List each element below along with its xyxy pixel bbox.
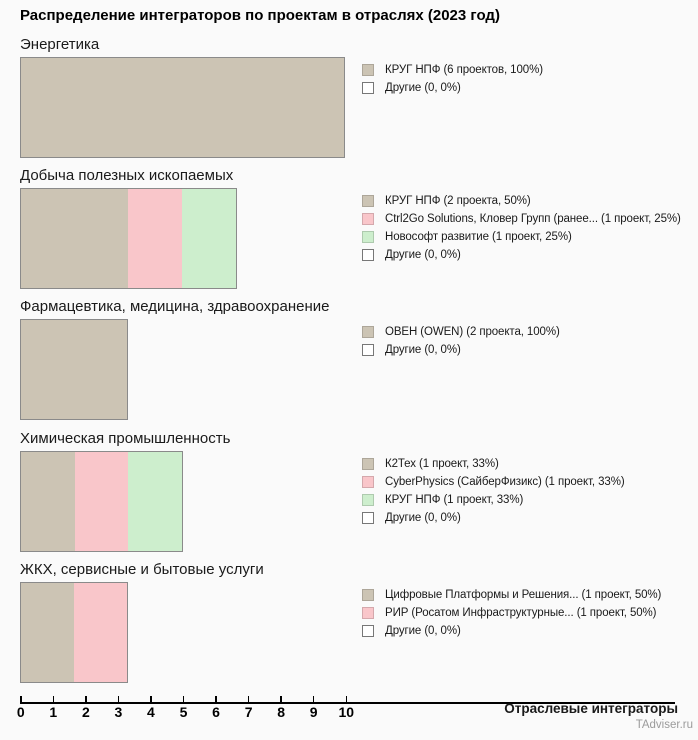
legend-item: [362, 455, 625, 473]
axis-tick-label: 10: [338, 704, 355, 720]
section-legend: [362, 323, 560, 359]
chart-title: Распределение интеграторов по проектам в отраслях (2023 год): [20, 7, 500, 24]
bar-segment: [21, 583, 74, 682]
legend-item: [362, 491, 625, 509]
stacked-bar: [20, 319, 128, 420]
x-axis-title: Отраслевые интеграторы: [504, 701, 678, 716]
legend-label: КРУГ НПФ (1 проект, 33%): [385, 493, 524, 506]
legend-label: К2Тех (1 проект, 33%): [385, 457, 499, 470]
legend-item: [362, 604, 661, 622]
axis-tick: [280, 696, 282, 702]
axis-tick-label: 8: [277, 704, 286, 720]
industry-title: Энергетика: [20, 36, 100, 53]
legend-item: [362, 473, 625, 491]
legend-swatch: [362, 213, 374, 225]
legend-item: [362, 323, 560, 341]
legend-swatch: [362, 82, 374, 94]
axis-tick-label: 3: [114, 704, 123, 720]
legend-item: [362, 509, 625, 527]
legend-label: Новософт развитие (1 проект, 25%): [385, 231, 572, 244]
legend-label: Другие (0, 0%): [385, 344, 461, 357]
legend-label: Ctrl2Go Solutions, Кловер Групп (ранее... (1 проект, 25%): [385, 213, 681, 226]
axis-tick-label: 4: [147, 704, 155, 720]
section-legend: [362, 61, 543, 97]
bar-segment: [74, 583, 127, 682]
legend-item: [362, 341, 560, 359]
axis-tick-label: 7: [244, 704, 253, 720]
legend-swatch: [362, 625, 374, 637]
axis-tick: [346, 696, 348, 702]
stacked-bar: [20, 582, 128, 683]
legend-swatch: [362, 231, 374, 243]
axis-tick: [20, 696, 22, 702]
axis-tick-label: 1: [49, 704, 58, 720]
legend-swatch: [362, 326, 374, 338]
legend-label: КРУГ НПФ (2 проекта, 50%): [385, 195, 531, 208]
axis-tick: [248, 696, 250, 702]
axis-tick-label: 5: [179, 704, 188, 720]
axis-tick: [85, 696, 87, 702]
legend-swatch: [362, 249, 374, 261]
axis-tick: [150, 696, 152, 702]
legend-label: Цифровые Платформы и Решения... (1 проект, 50%): [385, 588, 662, 601]
legend-swatch: [362, 607, 374, 619]
watermark: TAdviser.ru: [635, 719, 693, 731]
legend-item: [362, 79, 543, 97]
bar-segment: [182, 189, 236, 288]
legend-item: [362, 192, 681, 210]
bar-segment: [128, 189, 182, 288]
legend-swatch: [362, 476, 374, 488]
bar-segment: [128, 452, 182, 551]
legend-item: [362, 210, 681, 228]
axis-tick: [118, 696, 120, 702]
bar-segment: [21, 452, 75, 551]
legend-label: Другие (0, 0%): [385, 82, 461, 94]
stacked-bar: [20, 451, 183, 552]
legend-label: CyberPhysics (СайберФизикс) (1 проект, 33%): [385, 475, 625, 488]
legend-swatch: [362, 195, 374, 207]
section-legend: [362, 455, 625, 527]
section-legend: [362, 586, 661, 640]
legend-swatch: [362, 64, 374, 76]
legend-item: [362, 622, 661, 640]
bar-segment: [21, 189, 128, 288]
axis-tick-label: 9: [309, 704, 318, 720]
legend-label: КРУГ НПФ (6 проектов, 100%): [385, 64, 543, 76]
stacked-bar: [20, 188, 237, 289]
legend-swatch: [362, 494, 374, 506]
axis-tick: [183, 696, 185, 702]
legend-item: [362, 586, 661, 604]
industry-title: Добыча полезных ископаемых: [20, 167, 234, 185]
axis-tick: [53, 696, 55, 702]
axis-tick-label: 6: [212, 704, 220, 720]
industry-title: Химическая промышленность: [20, 429, 231, 447]
legend-swatch: [362, 344, 374, 356]
legend-label: РИР (Росатом Инфраструктурные... (1 проект, 50%): [385, 606, 657, 619]
bar-segment: [21, 320, 127, 419]
legend-item: [362, 61, 543, 79]
bar-segment: [21, 58, 344, 157]
legend-swatch: [362, 589, 374, 601]
section-legend: [362, 192, 681, 264]
industry-title: ЖКХ, сервисные и бытовые услуги: [20, 560, 264, 578]
axis-tick-label: 2: [81, 704, 90, 720]
legend-label: Другие (0, 0%): [385, 511, 461, 524]
bar-segment: [75, 452, 129, 551]
stacked-bar: [20, 57, 345, 158]
legend-swatch: [362, 512, 374, 524]
legend-swatch: [362, 458, 374, 470]
legend-item: [362, 246, 681, 264]
axis-tick: [313, 696, 315, 702]
industry-title: Фармацевтика, медицина, здравоохранение: [20, 298, 330, 316]
legend-label: ОВЕН (OWEN) (2 проекта, 100%): [385, 326, 560, 339]
axis-tick-label: 0: [16, 704, 25, 720]
legend-label: Другие (0, 0%): [385, 624, 461, 637]
legend-label: Другие (0, 0%): [385, 249, 461, 262]
axis-tick: [215, 696, 217, 702]
legend-item: [362, 228, 681, 246]
